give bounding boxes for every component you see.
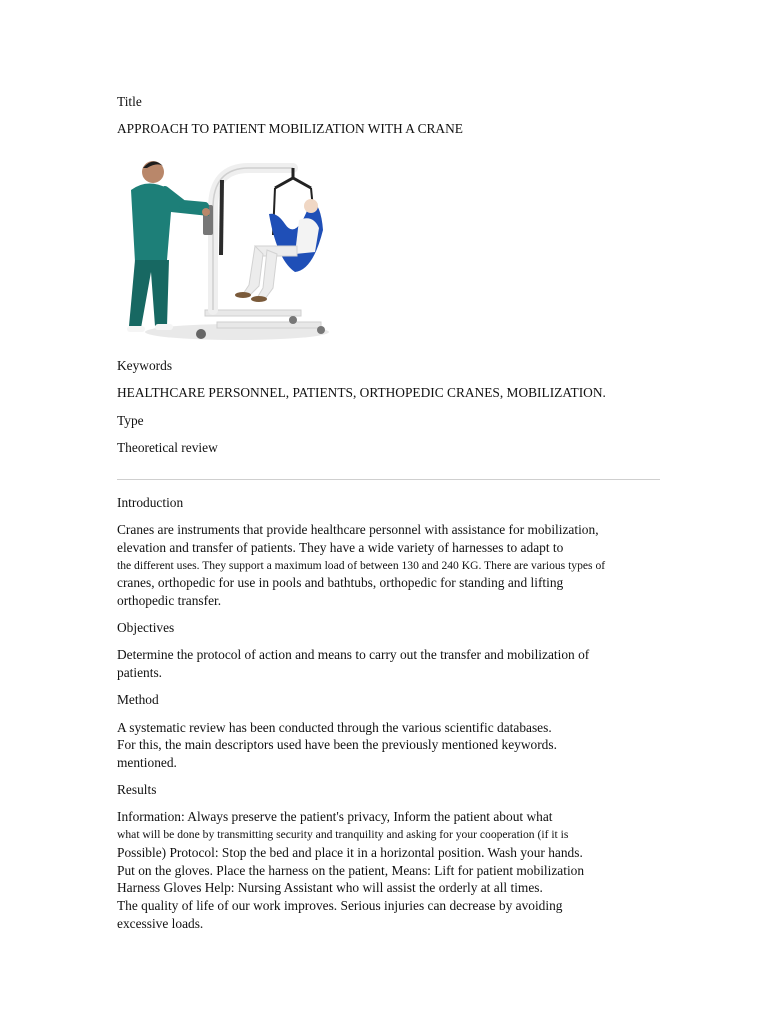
results-line-4: Put on the gloves. Place the harness on the patient, Means: Lift for patient mobilization	[117, 863, 585, 878]
introduction-line-4: cranes, orthopedic for use in pools and bathtubs, orthopedic for standing and lifting	[117, 575, 564, 590]
method-line-2: For this, the main descriptors used have been the previously mentioned keywords.	[117, 737, 557, 752]
results-line-6: The quality of life of our work improves. Serious injuries can decrease by avoiding	[117, 898, 563, 913]
results-line-2: what will be done by transmitting security and tranquility and asking for your cooperation (if it is	[117, 828, 569, 841]
introduction-line-5: orthopedic transfer.	[117, 593, 222, 608]
objectives-line-2: patients.	[117, 665, 162, 680]
patient-lift-crane-illustration	[117, 150, 331, 345]
keywords-label: Keywords	[117, 358, 173, 373]
introduction-line-1: Cranes are instruments that provide healthcare personnel with assistance for mobilization,	[117, 522, 599, 537]
results-line-7: excessive loads.	[117, 916, 204, 931]
introduction-label: Introduction	[117, 495, 184, 510]
document-title: APPROACH TO PATIENT MOBILIZATION WITH A CRANE	[117, 121, 463, 136]
introduction-line-2: elevation and transfer of patients. They have a wide variety of harnesses to adapt to	[117, 540, 564, 555]
results-line-1: Information: Always preserve the patient's privacy, Inform the patient about what	[117, 809, 553, 824]
type-text: Theoretical review	[117, 440, 218, 455]
results-line-5: Harness Gloves Help: Nursing Assistant who will assist the orderly at all times.	[117, 880, 543, 895]
method-label: Method	[117, 692, 159, 707]
section-divider	[117, 479, 660, 480]
results-line-3: Possible) Protocol: Stop the bed and place it in a horizontal position. Wash your hands.	[117, 845, 583, 860]
introduction-line-3: the different uses. They support a maximum load of between 130 and 240 KG. There are various types of	[117, 559, 606, 572]
title-label: Title	[117, 94, 142, 109]
results-label: Results	[117, 782, 157, 797]
keywords-text: HEALTHCARE PERSONNEL, PATIENTS, ORTHOPEDIC CRANES, MOBILIZATION.	[117, 385, 606, 400]
objectives-label: Objectives	[117, 620, 175, 635]
method-line-1: A systematic review has been conducted through the various scientific databases.	[117, 720, 552, 735]
objectives-line-1: Determine the protocol of action and means to carry out the transfer and mobilization of	[117, 647, 590, 662]
document-page	[117, 0, 662, 1024]
type-label: Type	[117, 413, 144, 428]
method-line-3: mentioned.	[117, 755, 177, 770]
